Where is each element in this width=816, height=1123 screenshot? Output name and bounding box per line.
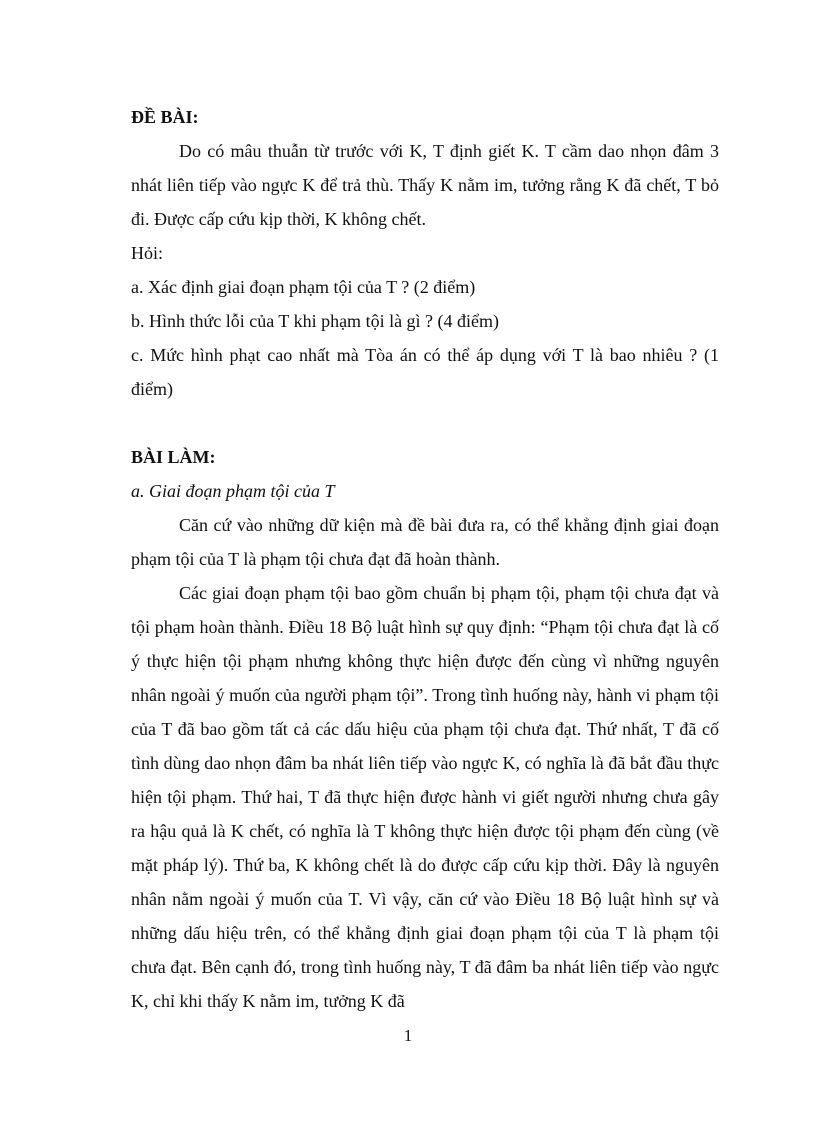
question-a: a. Xác định giai đoạn phạm tội của T ? (2 điểm) [131, 277, 476, 297]
answer-paragraph-2: Các giai đoạn phạm tội bao gồm chuẩn bị phạm tội, phạm tội chưa đạt và tội phạm hoàn thành. Điều 18 Bộ luật hình sự quy định: “Phạm tội chưa đạt là cố ý thực hiện tội phạm nhưng không thực hiện được đến cùng vì những nguyên nhân ngoài ý muốn của người phạm tội”. Trong tình huống này, hành vi phạm tội của T đã bao gồm tất cả các dấu hiệu của phạm tội chưa đạt. Thứ nhất, T đã cố tình dùng dao nhọn đâm ba nhát liên tiếp vào ngực K, có nghĩa là đã bắt đầu thực hiện tội phạm. Thứ hai, T đã thực hiện được hành vi giết người nhưng chưa gây ra hậu quả là K chết, có nghĩa là T không thực hiện được tội phạm đến cùng (về mặt pháp lý). Thứ ba, K không chết là do được cấp cứu kịp thời. Đây là nguyên nhân nằm ngoài ý muốn của T. Vì vậy, căn cứ vào Điều 18 Bộ luật hình sự và những dấu hiệu trên, có thể khẳng định giai đoạn phạm tội của T là phạm tội chưa đạt. Bên cạnh đó, trong tình huống này, T đã đâm ba nhát liên tiếp vào ngực K, chỉ khi thấy K nằm im, tưởng K đã [131, 583, 719, 1011]
section-a-title: a. Giai đoạn phạm tội của T [131, 481, 335, 501]
question-label: Hỏi: [131, 243, 164, 263]
question-c: c. Mức hình phạt cao nhất mà Tòa án có thể áp dụng với T là bao nhiêu ? (1 điểm) [131, 345, 719, 399]
question-b: b. Hình thức lỗi của T khi phạm tội là gì ? (4 điểm) [131, 311, 500, 331]
page-number: 1 [403, 1026, 413, 1045]
section-spacer [131, 406, 719, 440]
problem-statement: Do có mâu thuẫn từ trước với K, T định giết K. T cầm dao nhọn đâm 3 nhát liên tiếp vào ngực K để trả thù. Thấy K nằm im, tưởng rằng K đã chết, T bỏ đi. Được cấp cứu kịp thời, K không chết. [131, 141, 719, 229]
problem-heading: ĐỀ BÀI: [131, 107, 199, 127]
answer-heading: BÀI LÀM: [131, 447, 216, 467]
document-body [131, 100, 719, 1018]
answer-paragraph-1: Căn cứ vào những dữ kiện mà đề bài đưa ra, có thể khẳng định giai đoạn phạm tội của T là phạm tội chưa đạt đã hoàn thành. [131, 515, 719, 569]
